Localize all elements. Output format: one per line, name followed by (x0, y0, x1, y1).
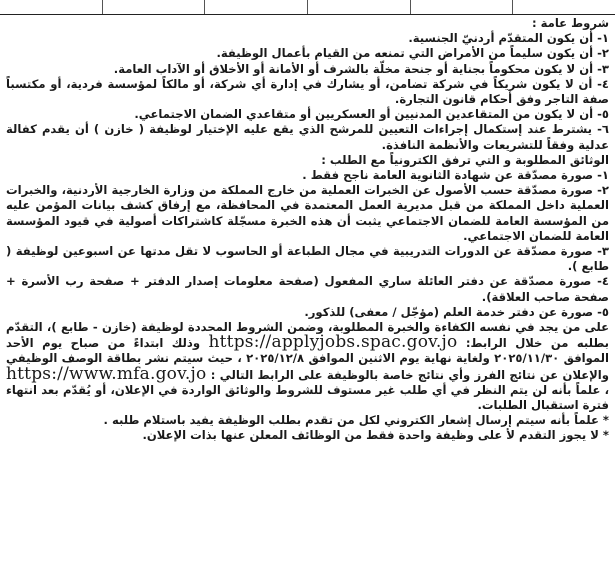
condition-item: ٦- يشترط عند إستكمال إجراءات التعيين للمرشح الذي يقع عليه الإختيار لوظيفة ( خازن ) أن يقدم كفالة عدلية وفقاً للتشريعات والأنظمة النافذة. (6, 122, 609, 152)
document-item: ٢- صورة مصدّقة حسب الأصول عن الخبرات العملية من خارج المملكة من وزارة الخارجية الأردنية، والخبرات العملية داخل المملكة من قبل مديرية العمل المعتمدة في المحافظة، مع إرفاق كشف بيانات المؤمن عليه من المؤسسة العامة للضمان الاجتماعي يثبت أن هذه الخبرة مسجّلة كاشتراكات أصولية في قيود المؤسسة العامة للضمان الاجتماعي. (6, 183, 609, 243)
application-text: على من يجد في نفسه الكفاءة والخبرة المطلوبة، وضمن الشروط المحددة لوظيفة (خازن - طابع )، التقدّم بطلبه من خلال الرابط: (6, 320, 609, 351)
document-item: ٥- صورة عن دفتر خدمة العلم (مؤجّل / معفى) للذكور. (304, 304, 609, 319)
announcement-body (6, 16, 609, 444)
document-item: ٣- صورة مصدّقة عن الدورات التدريبية في مجال الطباعة أو الحاسوب لا تقل مدتها عن اسبوعين لوظيفة ( طابع ). (6, 244, 609, 274)
note-item: * لا يجوز التقدم لأ على وظيفة واحدة فقط من الوظائف المعلن عنها بذات الإعلان. (142, 428, 609, 443)
condition-item: ٢- أن يكون سليماً من الأمراض التي تمنعه من القيام بأعمال الوظيفة. (216, 46, 609, 61)
table-cell (410, 0, 513, 14)
application-paragraph (6, 320, 609, 413)
condition-item: ٥- أن لا يكون من المتقاعدين المدنيين أو العسكريين أو متقاعدي الضمان الاجتماعي. (134, 107, 609, 122)
document-item: ١- صورة مصدّقة عن شهادة الثانوية العامة ناجح فقط . (302, 168, 609, 183)
application-text: ، علماً بأنه لن يتم النظر في أي طلب غير مستوف للشروط والوثائق الواردة في الإعلان، أو يُقدّم بعد انتهاء فترة استقبال الطلبات. (6, 382, 609, 413)
table-cell (0, 0, 102, 14)
table-border-strip (0, 0, 615, 15)
note-item: * علماً بأنه سيتم إرسال إشعار الكتروني لكل من تقدم بطلب الوظيفة يفيد باستلام طلبه . (103, 413, 609, 428)
document-item: ٤- صورة مصدّقة عن دفتر العائلة ساري المفعول (صفحة معلومات إصدار الدفتر + صفحة رب الأسرة + صفحة صاحب العلاقة). (6, 274, 609, 304)
table-cell (512, 0, 615, 14)
documents-heading: الوثائق المطلوبة و التي ترفق الكترونياً مع الطلب : (321, 152, 609, 167)
condition-item: ٤- أن لا يكون شريكاً في شركة تضامن، أو يشارك في إدارة أي شركة، أو مالكاً لمؤسسة فردية، أو مكتسباً صفة التاجر وفق أحكام قانون التجارة. (6, 76, 609, 107)
table-cell (204, 0, 307, 14)
mfa-link[interactable]: https://www.mfa.gov.jo (6, 363, 207, 384)
condition-item: ١- أن يكون المتقدّم أردنيّ الجنسية. (408, 31, 609, 46)
table-cell (307, 0, 410, 14)
application-text: وذلك ابتداءً من صباح يوم الأحد الموافق ٢٠٢٥/١١/٣٠ ولغاية نهاية يوم الاثنين الموافق ٢٠٢٥/١٢/٨ ، حيث سيتم نشر بطاقة الوصف الوظيفي والإعلان عن نتائج الفرز وأي نتائج خاصة بالوظيفة على الرابط التالي : (6, 336, 609, 382)
general-conditions-heading: شروط عامة : (531, 16, 609, 30)
condition-item: ٣- أن لا يكون محكوماً بجناية أو جنحة مخلّة بالشرف أو الأمانة أو الأخلاق أو الآداب العامة. (113, 61, 609, 76)
table-cell (102, 0, 205, 14)
apply-jobs-link[interactable]: https://applyjobs.spac.gov.jo (208, 332, 458, 353)
